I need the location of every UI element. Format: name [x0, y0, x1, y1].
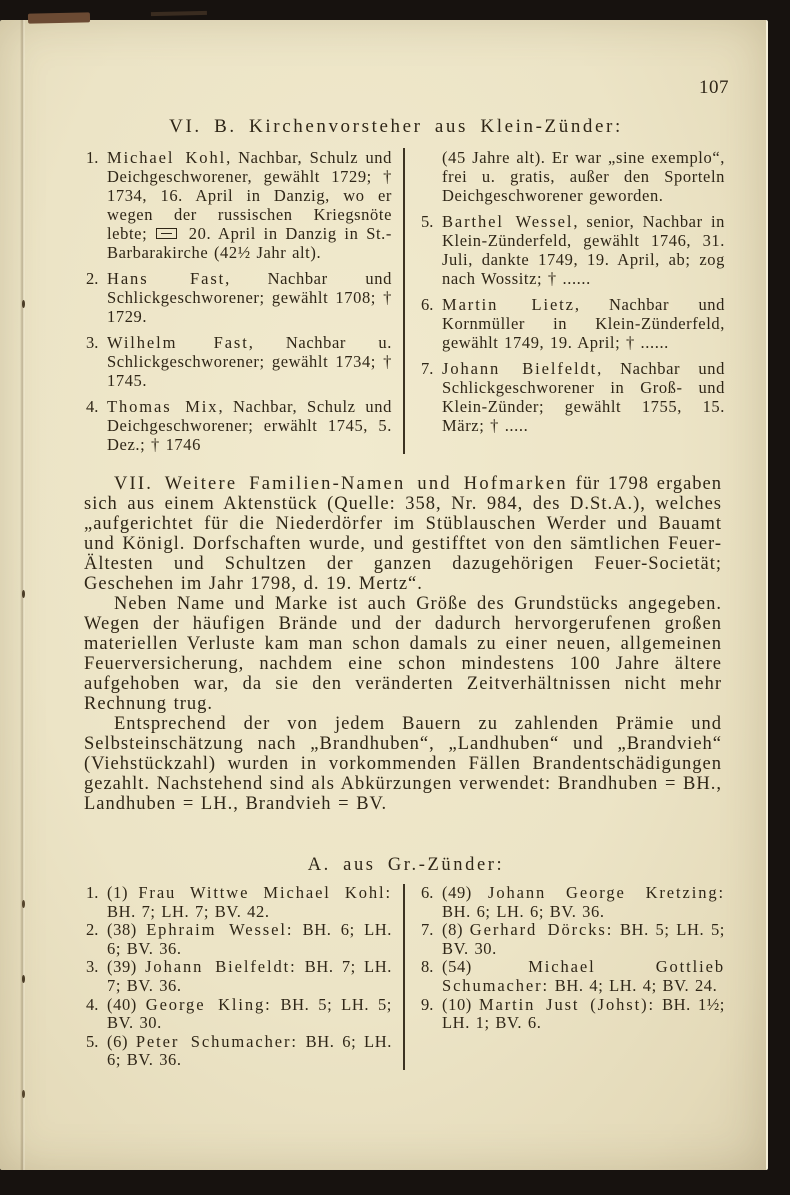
item-text: , Nachbar und Schlickgeschworener; gewählt 1708; † 1729.	[107, 269, 392, 326]
register-number: (54)	[442, 957, 472, 977]
item-text: , Nachbar und Kornmüller in Klein-Zünderfeld, gewählt 1749, 19. April; † ......	[442, 295, 725, 352]
list-item	[421, 996, 725, 1033]
holding-values: BH. 4; LH. 4; BV. 24.	[554, 975, 718, 995]
holding-values: BH. 7; LH. 7; BV. 36.	[107, 957, 392, 995]
item-text: , Nachbar u. Schlickgeschworener; gewählt 1734; † 1745.	[107, 333, 392, 390]
item-number: 1.	[86, 148, 99, 167]
item-number: 6.	[421, 295, 434, 314]
list-item	[421, 295, 725, 352]
list-item	[421, 884, 725, 921]
item-number: 2.	[86, 269, 99, 288]
holding-values: BH. 5; LH. 5; BV. 30.	[107, 994, 392, 1033]
register-number: (6)	[107, 1031, 129, 1051]
item-text: , Nachbar, Schulz und Deichgeschworener; erwählt 1745, 5. Dez.; † 1746	[107, 397, 392, 454]
paragraph-text: für 1798 ergaben sich aus einem Aktenstück (Quelle: 358, Nr. 984, des D.St.A.), welches „aufgerichtet für die Niederdörfer im Stüblauschen Werder und Bauamt und Königl. Dorfschaften wurde, und gestifftet von den sämtlichen Feuer-Ältesten und Schultzen der ganzen dazugehörigen Feuer-Societät; Geschehen im Jahr 1798, d. 19. Mertz“.	[84, 474, 723, 594]
holding-values: BH. 7; LH. 7; BV. 42.	[107, 901, 270, 921]
person-name: Johann Bielfeldt:	[145, 957, 297, 977]
list-item	[421, 921, 725, 958]
person-name: Wilhelm Fast	[107, 333, 249, 352]
holding-values: BH. 6; LH. 6; BV. 36.	[107, 1031, 392, 1070]
column-divider-rule	[403, 884, 405, 1070]
section-vi-list	[86, 148, 726, 454]
person-name: Johann Bielfeldt	[442, 359, 598, 378]
item-number: 7.	[421, 920, 434, 940]
person-name: Michael Gottlieb Schumacher:	[442, 957, 725, 995]
register-number: (40)	[107, 994, 137, 1014]
person-name: Gerhard Dörcks:	[469, 920, 614, 940]
section-vii-heading-inline: VII. Weitere Familien-Namen und Hofmarken	[114, 474, 568, 494]
binding-crease	[20, 20, 25, 1170]
register-number: (49)	[442, 883, 472, 902]
item-number: 8.	[421, 957, 434, 977]
item-text: , Nachbar, Schulz und Deichgeschworener, gewählt 1729; † 1734, 16. April in Danzig, wo er wegen der russischen Kriegsnöte lebte;	[107, 148, 392, 243]
list-item	[421, 359, 725, 435]
item-number: 9.	[421, 994, 434, 1014]
person-name: Barthel Wessel	[442, 212, 574, 231]
item-number: 4.	[86, 994, 99, 1014]
binding-stitch-marks	[22, 300, 25, 308]
section-vi-right-column	[421, 148, 725, 454]
list-item	[86, 148, 392, 262]
paragraph	[84, 474, 722, 594]
item-text: 20. April in Danzig in St.-Barbarakirche (42½ Jahr alt).	[107, 224, 392, 262]
section-a-heading: A. aus Gr.-Zünder:	[307, 855, 505, 875]
person-name: Ephraim Wessel:	[146, 920, 294, 940]
coffin-icon	[156, 228, 177, 239]
list-item	[86, 269, 392, 326]
register-number: (38)	[107, 920, 137, 940]
item-number: 5.	[421, 212, 434, 231]
item-number: 3.	[86, 957, 99, 977]
list-item	[86, 996, 392, 1033]
item-text: (45 Jahre alt). Er war „sine exemplo“, frei u. gratis, außer den Sporteln Deichgeschworener geworden.	[442, 148, 725, 205]
person-name: George Kling:	[145, 994, 272, 1014]
person-name: Hans Fast	[107, 269, 226, 288]
holding-values: BH. 1½; LH. 1; BV. 6.	[442, 994, 725, 1033]
register-number: (39)	[107, 957, 137, 977]
person-name: Thomas Mix	[107, 397, 219, 416]
section-vi-heading: VI. B. Kirchenvorsteher aus Klein-Zünder:	[169, 116, 623, 137]
page-number: 107	[699, 77, 729, 98]
list-item	[86, 884, 392, 921]
item-number: 5.	[86, 1031, 99, 1051]
item-number: 2.	[86, 920, 99, 940]
person-name: Johann George Kretzing:	[488, 883, 726, 902]
section-vi-left-column	[86, 148, 392, 454]
item-number: 1.	[86, 883, 99, 902]
section-a-list	[86, 884, 726, 1070]
item-number: 3.	[86, 333, 99, 352]
binding-tape-remnant	[28, 12, 90, 23]
list-item	[86, 1033, 392, 1070]
list-item-continuation	[421, 148, 725, 205]
item-text: , Nachbar und Schlickgeschworener in Groß- und Klein-Zünder; gewählt 1755, 15. März; † .....	[442, 359, 725, 435]
person-name: Frau Wittwe Michael Kohl:	[138, 883, 392, 902]
holding-values: BH. 6; LH. 6; BV. 36.	[442, 901, 605, 921]
item-number: 4.	[86, 397, 99, 416]
column-divider-rule	[403, 148, 405, 454]
list-item	[86, 333, 392, 390]
paragraph: Neben Name und Marke ist auch Größe des Grundstücks angegeben. Wegen der häufigen Brände und der dadurch hervorgerufenen großen materiellen Verluste kam man schon damals zu einer neuen, allgemeinen Feuerversicherung, nachdem eine schon mindestens 100 Jahre ältere aufgehoben war, da sie den veränderten Zeitverhältnissen nicht mehr Rechnung trug.	[84, 594, 722, 714]
section-vii-text	[84, 474, 722, 814]
paragraph: Entsprechend der von jedem Bauern zu zahlenden Prämie und Selbsteinschätzung nach „Brandhuben“, „Landhuben“ und „Brandvieh“ (Viehstückzahl) wurden in vorkommenden Fällen Brandentschädigungen gezahlt. Nachstehend sind als Abkürzungen verwendet: Brandhuben = BH., Landhuben = LH., Brandvieh = BV.	[84, 714, 722, 814]
register-number: (8)	[442, 920, 464, 940]
register-number: (1)	[107, 883, 129, 902]
person-name: Michael Kohl	[107, 148, 227, 167]
item-number: 6.	[421, 883, 434, 902]
section-a-left-column	[86, 884, 392, 1070]
holding-values: BH. 6; LH. 6; BV. 36.	[107, 920, 392, 958]
holding-values: BH. 5; LH. 5; BV. 30.	[442, 920, 725, 958]
register-number: (10)	[442, 994, 472, 1014]
item-text: , senior, Nachbar in Klein-Zünderfeld, gewählt 1746, 31. Juli, dankte 1749, 19. April, ab; zog nach Wossitz; † ......	[442, 212, 725, 288]
person-name: Martin Lietz	[442, 295, 575, 314]
book-page	[0, 20, 768, 1170]
item-number: 7.	[421, 359, 434, 378]
person-name: Martin Just (Johst):	[478, 994, 655, 1014]
list-item	[86, 958, 392, 995]
list-item	[86, 921, 392, 958]
person-name: Peter Schumacher:	[135, 1031, 298, 1051]
list-item	[421, 958, 725, 995]
list-item	[421, 212, 725, 288]
list-item	[86, 397, 392, 454]
section-a-right-column	[421, 884, 725, 1070]
